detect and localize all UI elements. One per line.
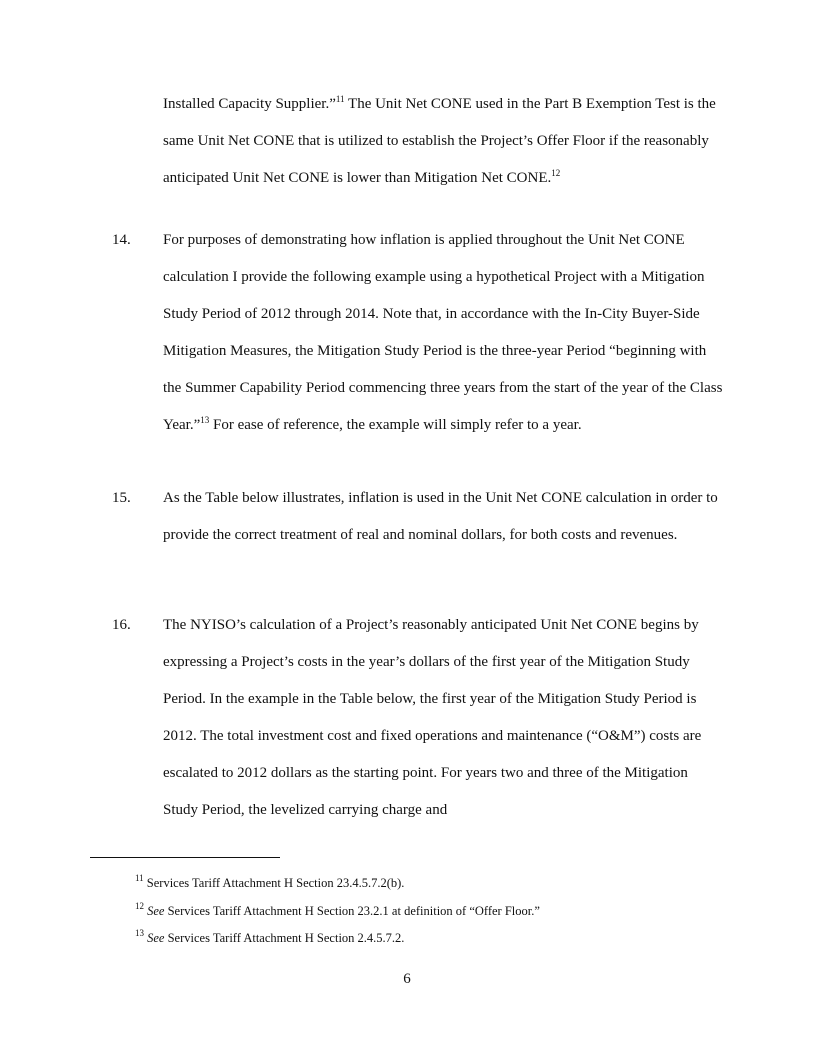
footnote-signal: See xyxy=(147,904,165,918)
paragraph-number: 14. xyxy=(112,232,131,248)
paragraph-text xyxy=(163,480,723,554)
footnote-text: Services Tariff Attachment H Section 2.4.5.7.2. xyxy=(164,931,405,945)
page-number: 6 xyxy=(403,971,411,987)
paragraph-body: For purposes of demonstrating how inflation is applied throughout the Unit Net CONE calculation I provide the following example using a hypothetical Project with a Mitigation Study Period of 2012 through 2014. Note that, in accordance with the In-City Buyer-Side Mitigation Measures, the Mitigation Study Period is the three-year Period “beginning with the Summer Capability Period commencing three years from the start of the year of the Class Year.” xyxy=(163,232,723,433)
paragraph-text xyxy=(163,222,723,444)
footnote-13 xyxy=(135,930,735,946)
continuation-text: Installed Capacity Supplier.” xyxy=(163,96,336,112)
footnote-ref[interactable]: 13 xyxy=(200,415,210,425)
paragraph-number: 16. xyxy=(112,617,131,633)
continuation-text-2: The Unit Net CONE used in the Part B Exemption Test is the same Unit Net CONE that is utilized to establish the Project’s Offer Floor if the reasonably anticipated Unit Net CONE is lower than Mitigation Net CONE. xyxy=(163,96,716,186)
paragraph-body: The NYISO’s calculation of a Project’s reasonably anticipated Unit Net CONE begins by expressing a Project’s costs in the year’s dollars of the first year of the Mitigation Study Period. In the example in the Table below, the first year of the Mitigation Study Period is 2012. The total investment cost and fixed operations and maintenance (“O&M”) costs are escalated to 2012 dollars as the starting point. For years two and three of the Mitigation Study Period, the levelized carrying charge and xyxy=(163,617,702,818)
footnote-ref[interactable]: 11 xyxy=(335,94,345,104)
footnote-marker: 13 xyxy=(135,928,144,938)
paragraph-body-cont: For ease of reference, the example will simply refer to a year. xyxy=(209,417,582,433)
footnote-ref[interactable]: 12 xyxy=(551,168,561,178)
footnote-text: Services Tariff Attachment H Section 23.4.5.7.2(b). xyxy=(146,876,405,890)
paragraph-text xyxy=(163,607,723,829)
footnote-12 xyxy=(135,903,735,919)
footnote-marker: 12 xyxy=(135,901,144,911)
footnote-11 xyxy=(135,875,735,891)
paragraph-body: As the Table below illustrates, inflation is used in the Unit Net CONE calculation in order to provide the correct treatment of real and nominal dollars, for both costs and revenues. xyxy=(163,490,718,543)
footnote-separator xyxy=(90,857,280,858)
footnote-text: Services Tariff Attachment H Section 23.2.1 at definition of “Offer Floor.” xyxy=(164,904,540,918)
continuation-paragraph xyxy=(163,86,723,197)
footnote-marker: 11 xyxy=(135,873,144,883)
paragraph-number: 15. xyxy=(112,490,131,506)
footnote-signal: See xyxy=(147,931,165,945)
